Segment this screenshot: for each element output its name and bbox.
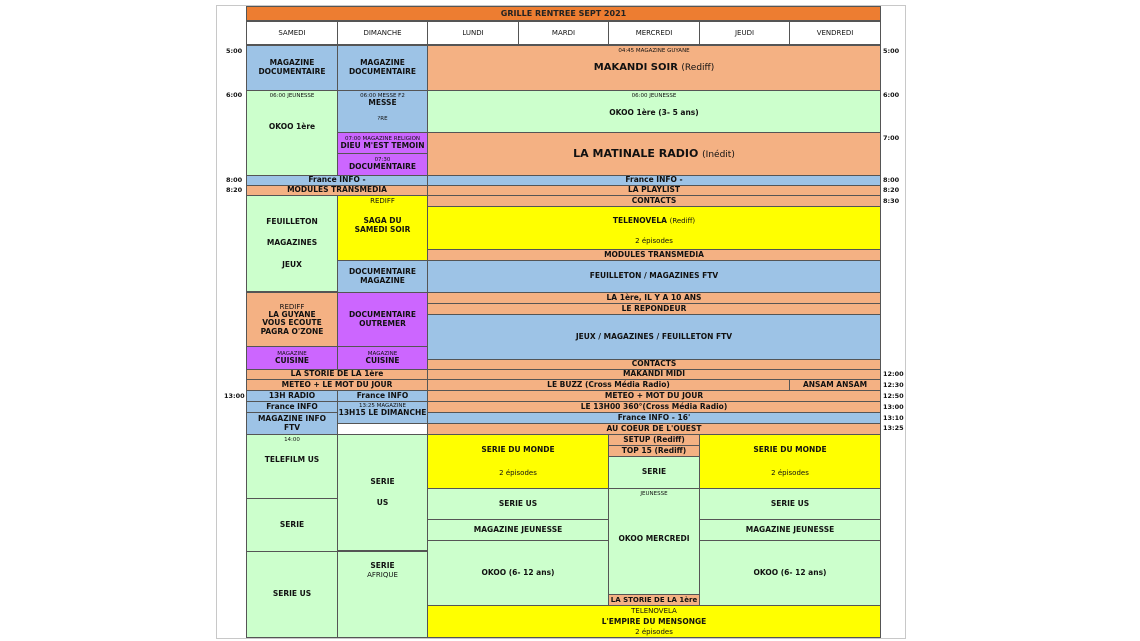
program-title: OKOO 1ère (3- 5 ans) bbox=[609, 108, 699, 118]
program-cell-jeudi-vendredi-okoo bbox=[699, 540, 881, 606]
program-title: LA STORIE DE LA 1ère bbox=[610, 595, 698, 604]
day-label: LUNDI bbox=[462, 28, 484, 37]
program-cell-mercredi-okoo bbox=[608, 488, 700, 595]
program-title: MAGAZINE JEUNESSE bbox=[745, 524, 835, 534]
program-title: France INFO - 16' bbox=[617, 412, 691, 422]
program-title: SAGA DU SAMEDI SOIR bbox=[354, 216, 411, 234]
program-title: 13H RADIO bbox=[268, 390, 316, 400]
program-title: CUISINE bbox=[275, 355, 309, 365]
program-cell-dimanche-serie-us bbox=[337, 434, 428, 551]
time-label-right: 12:00 bbox=[883, 370, 904, 378]
day-header-jeudi bbox=[699, 21, 790, 45]
program-cell-dimanche-documentaire-magazine bbox=[337, 260, 428, 293]
time-label-right: 8:00 bbox=[883, 176, 900, 184]
program-cell-samedi-telefilm bbox=[246, 434, 338, 499]
program-title: TELEFILM US bbox=[264, 455, 320, 465]
program-title: MAKANDI SOIR bbox=[593, 62, 678, 74]
day-header-lundi bbox=[427, 21, 519, 45]
program-note: 2 épisodes bbox=[499, 468, 537, 477]
program-title: SERIE US bbox=[272, 589, 312, 599]
program-title: 13H15 LE DIMANCHE bbox=[338, 408, 427, 418]
program-title: LA PLAYLIST bbox=[627, 185, 681, 195]
program-cell-lundi-mardi-serie-du-monde bbox=[427, 434, 609, 489]
program-cell-dimanche-documentaire-outremer bbox=[337, 292, 428, 347]
program-title: SERIE bbox=[641, 467, 667, 477]
time-label-right: 5:00 bbox=[883, 47, 900, 55]
program-title: MAGAZINES bbox=[266, 238, 318, 248]
program-title: LE REPONDEUR bbox=[621, 303, 687, 313]
program-cell-weekday-okoo-3-5 bbox=[427, 90, 881, 133]
program-title: SERIE DU MONDE bbox=[481, 445, 555, 455]
program-title: MAGAZINE DOCUMENTAIRE bbox=[348, 58, 417, 76]
program-cell-dimanche-cuisine bbox=[337, 346, 428, 370]
program-note: 2 épisodes bbox=[771, 468, 809, 477]
time-label-left: 8:00 bbox=[226, 176, 243, 184]
program-cell-samedi-feuilleton-magazines-jeux bbox=[246, 195, 338, 292]
program-time: 06:00 MESSE F2 bbox=[360, 93, 405, 99]
program-note: (Rediff) bbox=[669, 216, 696, 225]
program-cell-lundi-mardi-serie-us bbox=[427, 488, 609, 520]
day-label: VENDREDI bbox=[816, 28, 854, 37]
program-title: L'EMPIRE DU MENSONGE bbox=[601, 616, 707, 626]
program-title: SERIE bbox=[370, 476, 395, 486]
program-title: AU COEUR DE L'OUEST bbox=[606, 423, 702, 433]
time-label-right: 7:00 bbox=[883, 134, 900, 142]
program-title: SERIE US bbox=[498, 498, 538, 508]
program-title: OKOO (6- 12 ans) bbox=[753, 567, 827, 577]
program-title: OKOO MERCREDI bbox=[618, 534, 690, 544]
program-title: MODULES TRANSMEDIA bbox=[604, 249, 704, 259]
day-label: JEUDI bbox=[734, 28, 755, 37]
day-label: DIMANCHE bbox=[363, 28, 402, 37]
program-cell-samedi-okoo bbox=[246, 90, 338, 176]
program-title: ANSAM ANSAM bbox=[802, 379, 868, 389]
program-cell-dimanche-dieu-temoin bbox=[337, 132, 428, 154]
program-title: US bbox=[376, 497, 389, 507]
program-title: SERIE US bbox=[770, 498, 810, 508]
program-cell-samedi-serie-us bbox=[246, 551, 338, 638]
program-note: 2 épisodes bbox=[635, 237, 673, 246]
program-cell-dimanche-messe bbox=[337, 90, 428, 133]
program-title: LA 1ère, IL Y A 10 ANS bbox=[606, 292, 702, 302]
grid-title-text: GRILLE RENTREE SEPT 2021 bbox=[500, 8, 627, 18]
time-label-right: 13:00 bbox=[883, 403, 904, 411]
program-time: 06:00 JEUNESSE bbox=[269, 93, 315, 99]
program-cell-weekday-feuilleton-ftv bbox=[427, 260, 881, 293]
time-label-right: 6:00 bbox=[883, 91, 900, 99]
day-header-mardi bbox=[518, 21, 609, 45]
time-label-left: 13:00 bbox=[224, 392, 245, 400]
program-cell-dimanche-documentaire bbox=[337, 153, 428, 176]
program-note: ?RE bbox=[377, 115, 388, 122]
program-note: TELENOVELA bbox=[631, 606, 677, 615]
program-note: (Inédit) bbox=[702, 149, 735, 160]
program-title: DIEU M'EST TEMOIN bbox=[340, 140, 425, 150]
program-cell-weekday-makandi-soir bbox=[427, 45, 881, 91]
program-title: OKOO (6- 12 ans) bbox=[481, 567, 555, 577]
day-label: MARDI bbox=[551, 28, 576, 37]
program-title: France INFO bbox=[356, 390, 409, 400]
program-title: LE BUZZ (Cross Média Radio) bbox=[547, 379, 670, 389]
program-note: AFRIQUE bbox=[367, 570, 398, 579]
program-time: 14:00 bbox=[284, 437, 300, 443]
program-title: MAGAZINE JEUNESSE bbox=[473, 524, 563, 534]
program-title: LA GUYANE VOUS ECOUTE PAGRA O'ZONE bbox=[260, 309, 324, 336]
program-note: (Rediff) bbox=[681, 63, 715, 74]
program-title: METEO + MOT DU JOUR bbox=[604, 390, 704, 400]
program-title: JEUX / MAGAZINES / FEUILLETON FTV bbox=[575, 331, 733, 341]
day-label: SAMEDI bbox=[278, 28, 306, 37]
program-title: CONTACTS bbox=[631, 195, 677, 205]
program-title: SETUP (Rediff) bbox=[623, 434, 685, 444]
program-title: France INFO bbox=[266, 401, 318, 411]
program-cell-weekday-telenovela bbox=[427, 206, 881, 250]
program-cell-samedi-guyane-ecoute bbox=[246, 292, 338, 347]
program-time: 06:00 JEUNESSE bbox=[631, 93, 677, 99]
program-note: REDIFF bbox=[370, 197, 395, 205]
day-label: MERCREDI bbox=[635, 28, 673, 37]
day-header-samedi bbox=[246, 21, 338, 45]
program-title: SERIE bbox=[279, 519, 305, 529]
program-cell-samedi-magazine-info bbox=[246, 412, 338, 435]
program-cell-weekday-jeux-magazines bbox=[427, 314, 881, 360]
program-cell-jeudi-vendredi-magazine-jeunesse bbox=[699, 519, 881, 541]
program-title: TOP 15 (Rediff) bbox=[621, 445, 687, 455]
program-title: TELENOVELA bbox=[612, 215, 667, 225]
program-title: CUISINE bbox=[365, 355, 400, 365]
program-title: LE 13H00 360°(Cross Média Radio) bbox=[580, 401, 728, 411]
program-cell-samedi-serie bbox=[246, 498, 338, 552]
program-cell-samedi-magazine-documentaire bbox=[246, 45, 338, 91]
program-title: JEUX bbox=[282, 259, 302, 269]
program-cell-dimanche-serie-afrique bbox=[337, 551, 428, 638]
program-title: MAGAZINE DOCUMENTAIRE bbox=[258, 58, 326, 76]
program-title: LA MATINALE RADIO bbox=[573, 146, 699, 160]
time-label-right: 8:20 bbox=[883, 186, 900, 194]
program-title: FEUILLETON bbox=[266, 216, 318, 226]
program-time: 04:45 MAGAZINE GUYANE bbox=[618, 48, 690, 54]
program-cell-dimanche-magazine-documentaire bbox=[337, 45, 428, 91]
program-cell-weekday-empire-mensonge bbox=[427, 605, 881, 638]
program-title: MESSE bbox=[368, 98, 397, 108]
program-title: SERIE DU MONDE bbox=[753, 445, 827, 455]
program-cell-dimanche-13h15 bbox=[337, 401, 428, 424]
program-cell-lundi-mardi-magazine-jeunesse bbox=[427, 519, 609, 541]
time-label-right: 13:25 bbox=[883, 424, 904, 432]
program-title: DOCUMENTAIRE MAGAZINE bbox=[348, 266, 417, 285]
program-title: LA STORIE DE LA 1ère bbox=[290, 369, 384, 379]
program-time: MAGAZINE bbox=[277, 350, 307, 357]
program-cell-weekday-matinale-radio bbox=[427, 132, 881, 176]
grid-title bbox=[246, 6, 881, 21]
program-title: OKOO 1ère bbox=[268, 122, 316, 132]
program-note: REDIFF bbox=[279, 302, 305, 311]
day-header-mercredi bbox=[608, 21, 700, 45]
program-cell-jeudi-vendredi-serie-du-monde bbox=[699, 434, 881, 489]
program-time: 07:30 bbox=[374, 157, 391, 164]
program-cell-lundi-mardi-okoo bbox=[427, 540, 609, 606]
time-label-right: 12:50 bbox=[883, 392, 904, 400]
program-cell-jeudi-vendredi-serie-us bbox=[699, 488, 881, 520]
program-title: MAGAZINE INFO FTV bbox=[257, 413, 327, 432]
program-title: METEO + LE MOT DU JOUR bbox=[281, 379, 393, 389]
program-title: France INFO - bbox=[625, 175, 683, 185]
program-title: DOCUMENTAIRE bbox=[348, 162, 417, 172]
program-cell-dimanche-saga bbox=[337, 195, 428, 261]
program-time: MAGAZINE bbox=[367, 350, 398, 357]
program-title: CONTACTS bbox=[631, 359, 677, 369]
program-title: DOCUMENTAIRE OUTREMER bbox=[348, 309, 417, 328]
program-cell-mercredi-serie bbox=[608, 456, 700, 489]
program-note: 2 épisodes bbox=[635, 628, 673, 637]
program-title: MODULES TRANSMEDIA bbox=[287, 185, 387, 195]
day-header-vendredi bbox=[789, 21, 881, 45]
program-title: France INFO - bbox=[308, 175, 366, 185]
time-label-right: 8:30 bbox=[883, 197, 900, 205]
program-time: 07:00 MAGAZINE RELIGION bbox=[344, 135, 421, 142]
time-label-left: 8:20 bbox=[226, 186, 243, 194]
time-label-right: 12:30 bbox=[883, 381, 904, 389]
program-title: FEUILLETON / MAGAZINES FTV bbox=[589, 271, 719, 281]
time-label-right: 13:10 bbox=[883, 414, 904, 422]
program-cell-samedi-cuisine bbox=[246, 346, 338, 370]
program-time: JEUNESSE bbox=[640, 491, 668, 497]
program-title: MAKANDI MIDI bbox=[622, 369, 686, 379]
time-label-left: 6:00 bbox=[226, 91, 243, 99]
program-time: 13:25 MAGAZINE bbox=[358, 403, 406, 409]
program-title: SERIE bbox=[370, 561, 395, 570]
day-header-dimanche bbox=[337, 21, 428, 45]
time-label-left: 5:00 bbox=[226, 47, 243, 55]
